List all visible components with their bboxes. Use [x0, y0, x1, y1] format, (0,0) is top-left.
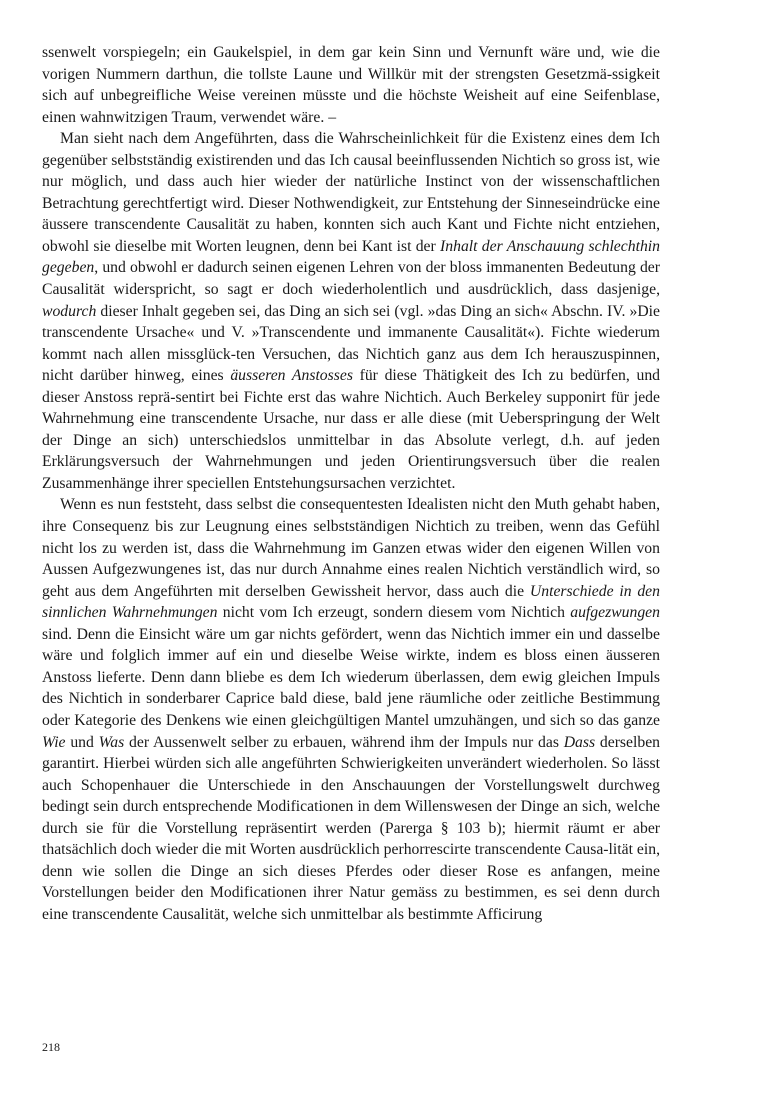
italic-text-run: Unterschiede in den sinnlichen Wahrnehmungen [42, 582, 660, 622]
italic-text-run: aufgezwungen [570, 604, 660, 622]
text-run: , und obwohl er dadurch seinen eigenen Lehren von der bloss immanenten Bedeutung der Causalität widerspricht, so sagt er doch wiederholentlich und ausdrücklich, dass dasjenige, [42, 259, 660, 299]
text-run: der Aussenwelt selber zu erbauen, während ihm der Impuls nur das [124, 733, 564, 751]
text-run: sind. Denn die Einsicht wäre um gar nichts gefördert, wenn das Nichtich immer ein und dasselbe wäre und folglich immer auf ein und dieselbe Weise wirkte, indem es bloss einen äusseren Anstoss lieferte. Denn dann bliebe es dem Ich wiederum überlassen, dem ewig gleichen Impuls des Nichtich in sonderbarer Caprice bald diese, bald jene räumliche oder zeitliche Bestimmung oder Kategorie des Denkens wie einen gleichgültigen Mantel umzuhängen, und sich so das ganze [42, 625, 660, 729]
text-run: und [65, 733, 99, 751]
text-run: nicht vom Ich erzeugt, sondern diesem vom Nichtich [217, 604, 571, 622]
text-run: Man sieht nach dem Angeführten, dass die Wahrscheinlichkeit für die Existenz eines dem Ich gegenüber selbstständig existirenden und das Ich causal beeinflussenden Nichtich so gross ist, wie nur möglich, und dass auch hier wieder der natürliche Instinct von der wissenschaftlichen Betrachtung gerechtfertigt wird. Dieser Nothwendigkeit, zur Entstehung der Sinneseindrücke eine äussere transcendente Causalität zu haben, konnten sich auch Kant und Fichte nicht entziehen, obwohl sie dieselbe mit Worten leugnen, denn bei Kant ist der [42, 130, 660, 255]
text-run: ssenwelt vorspiegeln; ein Gaukelspiel, in dem gar kein Sinn und Vernunft wäre und, wie die vorigen Nummern darthun, die tollste Laune und Willkür mit der strengsten Gesetzmä-ssigkeit sich auf unbegreifliche Weise vereinen müsste und die höchste Weisheit auf eine Seifenblase, einen wahnwitzigen Traum, verwendet wäre. – [42, 44, 660, 126]
italic-text-run: Dass [563, 733, 596, 751]
paragraph [42, 494, 660, 925]
paragraph [42, 128, 660, 494]
italic-text-run: äusseren Anstosses [230, 367, 353, 385]
italic-text-run: Was [98, 733, 125, 751]
paragraph [42, 42, 660, 128]
text-run: Wenn es nun feststeht, dass selbst die consequentesten Idealisten nicht den Muth gehabt haben, ihre Consequenz bis zur Leugnung eines selbstständigen Nichtich zu treiben, wenn das Gefühl nicht los zu werden ist, dass die Wahrnehmung im Ganzen etwas wider den eigenen Willen von Aussen Aufgezwungenes ist, das nur durch Annahme eines realen Nichtich verständlich wird, so geht aus dem Angeführten mit derselben Gewissheit hervor, dass auch die [42, 496, 660, 600]
page-number: 218 [42, 1040, 60, 1054]
italic-text-run: Wie [42, 733, 66, 751]
italic-text-run: Inhalt der Anschauung schlechthin gegeben [42, 237, 660, 277]
text-run: für diese Thätigkeit des Ich zu bedürfen, und dieser Anstoss reprä-sentirt bei Fichte erst das wahre Nichtich. Auch Berkeley supponirt für jede Wahrnehmung eine transcendente Ursache, nur dass er alle diese (mit Ueberspringung der Welt der Dinge an sich) unterschiedslos unmittelbar in das Absolute verlegt, d.h. auf jeden Erklärungsversuch der Wahrnehmungen und jeden Orientirungsversuch über die realen Zusammenhänge ihrer speciellen Entstehungsursachen verzichtet. [42, 367, 661, 492]
text-run: dieser Inhalt gegeben sei, das Ding an sich sei (vgl. »das Ding an sich« Abschn. IV. »Die transcendente Ursache« und V. »Transcendente und immanente Causalität«). Fichte wiederum kommt nach allen missglück-ten Versuchen, das Nichtich ganz aus dem Ich herauszuspinnen, nicht darüber hinweg, eines [42, 302, 660, 385]
italic-text-run: wodurch [42, 302, 97, 320]
page-body-text [42, 42, 660, 925]
text-run: derselben garantirt. Hierbei würden sich alle angeführten Schwierigkeiten unverändert wiederholen. So lässt auch Schopenhauer die Unterschiede in den Anschauungen der Vorstellungswelt durchweg bedingt sein durch entsprechende Modificationen in dem Willenswesen der Dinge an sich, welche durch sie für die Vorstellung repräsentirt werden (Parerga § 103 b); hiermit räumt er aber thatsächlich doch wieder die mit Worten ausdrücklich perhorrescirte transcendente Causa-lität ein, denn wie sollen die Dinge an sich dieses Pferdes oder dieser Rose es anfangen, meine Vorstellungen beider den Modificationen ihrer Natur gemäss zu bestimmen, es sei denn durch eine transcendente Causalität, welche sich unmittelbar als bestimmte Afficirung [42, 733, 661, 923]
